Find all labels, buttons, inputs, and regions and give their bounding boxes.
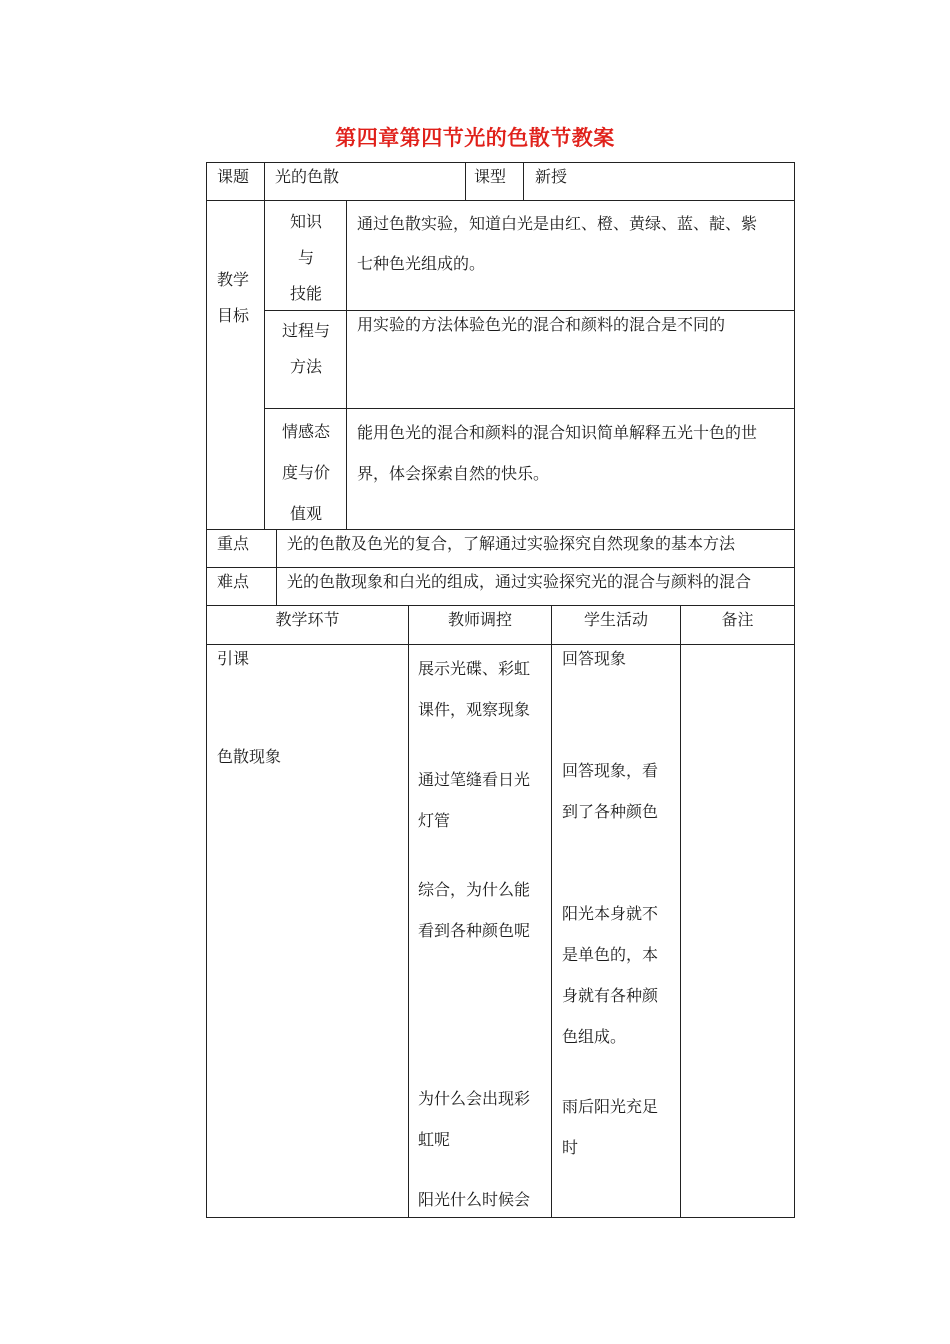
col-divider bbox=[680, 605, 681, 1217]
lesson-type-label: 课型 bbox=[474, 167, 507, 186]
stage-intro: 引课 bbox=[217, 649, 250, 668]
col-divider bbox=[465, 163, 466, 200]
process-method-label: 过程与 方法 bbox=[281, 321, 330, 376]
emotion-values-content: 能用色光的混合和颜料的混合知识简单解释五光十色的世 界，体会探索自然的快乐。 bbox=[357, 423, 758, 483]
topic-label: 课题 bbox=[217, 167, 250, 186]
topic-value: 光的色散 bbox=[275, 167, 340, 186]
student-step-2: 回答现象，看 到了各种颜色 bbox=[562, 761, 659, 821]
col-divider bbox=[264, 200, 265, 529]
teacher-step-1: 展示光碟、彩虹 课件，观察现象 bbox=[418, 659, 531, 719]
document-title: 第四章第四节光的色散节教案 bbox=[335, 125, 615, 150]
row-divider bbox=[207, 644, 794, 645]
col-divider bbox=[408, 605, 409, 1217]
header-student-activity: 学生活动 bbox=[583, 610, 648, 629]
student-step-1: 回答现象 bbox=[562, 649, 627, 668]
row-divider bbox=[207, 567, 794, 568]
teacher-step-3: 综合，为什么能 看到各种颜色呢 bbox=[418, 880, 531, 940]
difficulty-label: 难点 bbox=[217, 572, 250, 591]
row-divider bbox=[264, 408, 794, 409]
header-remarks: 备注 bbox=[721, 610, 754, 629]
teacher-step-2: 通过笔缝看日光 灯管 bbox=[418, 770, 531, 830]
lesson-plan-table bbox=[206, 162, 795, 1218]
row-divider bbox=[207, 200, 794, 201]
stage-dispersion: 色散现象 bbox=[217, 747, 282, 766]
objectives-label: 教学 目标 bbox=[217, 270, 250, 325]
col-divider bbox=[346, 200, 347, 529]
teacher-step-5: 阳光什么时候会 bbox=[418, 1190, 531, 1209]
student-step-4: 雨后阳光充足 时 bbox=[562, 1097, 659, 1157]
student-step-3: 阳光本身就不 是单色的，本 身就有各种颜 色组成。 bbox=[562, 904, 659, 1046]
col-divider bbox=[551, 605, 552, 1217]
key-point-content: 光的色散及色光的复合，了解通过实验探究自然现象的基本方法 bbox=[287, 534, 736, 553]
emotion-values-label: 情感态 度与价 值观 bbox=[281, 422, 330, 523]
difficulty-content: 光的色散现象和白光的组成，通过实验探究光的混合与颜料的混合 bbox=[287, 572, 752, 591]
knowledge-label: 知识 与 技能 bbox=[289, 212, 322, 303]
col-divider bbox=[523, 163, 524, 200]
lesson-type-value: 新授 bbox=[535, 167, 568, 186]
row-divider bbox=[207, 605, 794, 606]
header-teacher-control: 教师调控 bbox=[447, 610, 512, 629]
col-divider bbox=[276, 529, 277, 605]
process-method-content: 用实验的方法体验色光的混合和颜料的混合是不同的 bbox=[357, 315, 726, 334]
knowledge-content: 通过色散实验，知道白光是由红、橙、黄绿、蓝、靛、紫 七种色光组成的。 bbox=[357, 214, 758, 273]
teacher-step-4: 为什么会出现彩 虹呢 bbox=[418, 1089, 531, 1149]
col-divider bbox=[264, 163, 265, 200]
header-teaching-stage: 教学环节 bbox=[275, 610, 340, 629]
key-point-label: 重点 bbox=[217, 534, 250, 553]
